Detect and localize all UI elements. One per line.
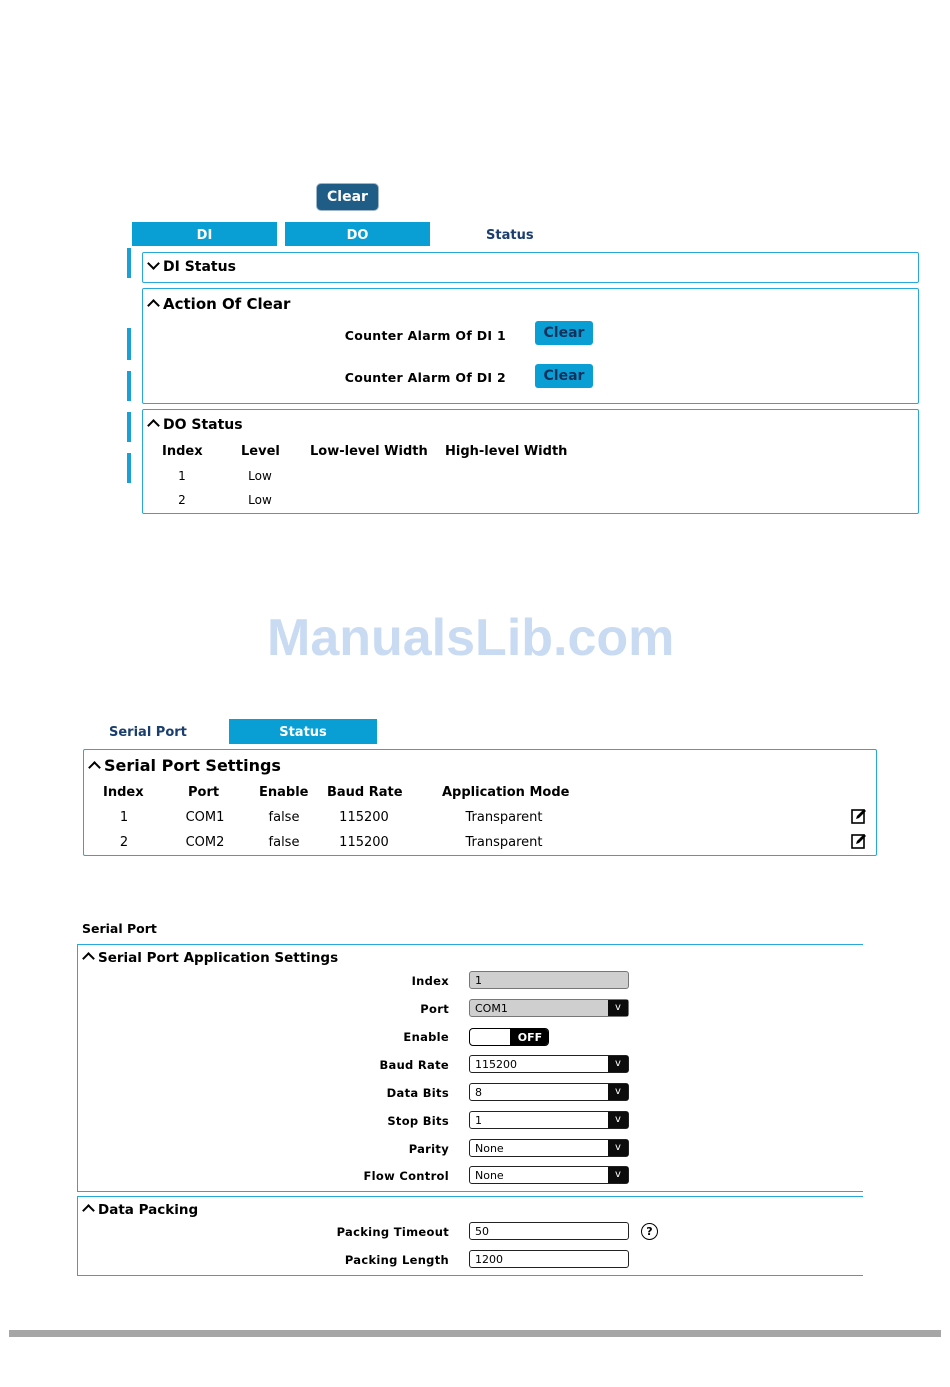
table-row-port: COM2 [185,835,225,850]
chevron-up-icon [82,952,95,965]
table-row-level: Low [248,493,272,507]
sidebar-marker [127,328,131,360]
chevron-down-icon: v [608,1112,628,1128]
action-of-clear-title: Action Of Clear [163,295,291,313]
table-row-port: COM1 [185,810,225,825]
serial-port-settings-panel [83,749,877,856]
edit-icon[interactable] [851,808,867,824]
chevron-down-icon: v [608,1084,628,1100]
table-row-baud: 115200 [339,835,389,850]
packing-length-label: Packing Length [344,1253,449,1267]
enable-label: Enable [403,1030,449,1044]
flow-control-value: None [475,1169,504,1182]
action-of-clear-header[interactable] [149,295,290,313]
top-clear-button[interactable]: Clear [317,184,378,210]
enable-toggle[interactable] [469,1028,549,1046]
data-packing-header[interactable] [84,1202,198,1218]
do-status-panel [142,409,919,514]
sidebar-marker [127,453,131,483]
table-row-index: 2 [178,493,186,507]
counter-alarm-di2-label: Counter Alarm Of DI 2 [344,370,506,385]
flow-control-select[interactable] [469,1166,629,1184]
data-bits-value: 8 [475,1086,482,1099]
stop-bits-select[interactable] [469,1111,629,1129]
sidebar-marker [127,248,131,278]
port-label: Port [420,1002,449,1016]
chevron-down-icon: v [608,1140,628,1156]
help-icon[interactable]: ? [641,1223,658,1240]
col-port: Port [188,785,220,800]
counter-alarm-di1-label: Counter Alarm Of DI 1 [344,328,506,343]
stop-bits-value: 1 [475,1114,482,1127]
table-row-index: 2 [119,835,129,850]
serial-port-settings-title: Serial Port Settings [104,756,281,775]
tab-status[interactable]: Status [486,228,534,243]
clear-di1-button[interactable]: Clear [535,321,593,345]
col-high-level-width: High-level Width [445,444,568,459]
index-label: Index [411,974,449,988]
do-status-title: DO Status [163,417,243,433]
parity-label: Parity [408,1142,449,1156]
table-row-index: 1 [119,810,129,825]
toggle-knob [470,1029,510,1045]
table-row-mode: Transparent [465,810,543,825]
table-row-baud: 115200 [339,810,389,825]
stop-bits-label: Stop Bits [387,1114,449,1128]
data-bits-select[interactable] [469,1083,629,1101]
footer-divider [9,1330,941,1337]
col-index: Index [162,444,203,459]
packing-timeout-label: Packing Timeout [336,1225,449,1239]
sidebar-marker [127,371,131,401]
index-field[interactable]: 1 [469,971,629,989]
baud-rate-value: 115200 [475,1058,517,1071]
col-application-mode: Application Mode [442,785,570,800]
packing-length-input[interactable]: 1200 [469,1250,629,1268]
di-status-header[interactable] [149,259,236,275]
tab-do[interactable]: DO [285,222,430,246]
port-value: COM1 [475,1002,508,1015]
di-status-title: DI Status [163,259,236,275]
parity-value: None [475,1142,504,1155]
app-settings-title: Serial Port Application Settings [98,950,339,966]
data-bits-label: Data Bits [386,1086,449,1100]
baud-rate-select[interactable] [469,1055,629,1073]
chevron-up-icon [147,419,160,432]
table-row-index: 1 [178,469,186,483]
packing-timeout-input[interactable]: 50 [469,1222,629,1240]
clear-di2-button[interactable]: Clear [535,364,593,388]
table-row-enable: false [268,835,300,850]
serial-port-settings-header[interactable] [90,756,281,775]
edit-icon[interactable] [851,833,867,849]
chevron-down-icon [147,257,160,270]
col-low-level-width: Low-level Width [310,444,428,459]
di-status-panel [142,252,919,283]
sidebar-marker [127,412,131,442]
chevron-up-icon [82,1204,95,1217]
watermark: ManualsLib.com [267,609,675,667]
col-level: Level [241,444,280,459]
do-status-header[interactable] [149,417,243,433]
serial-port-heading: Serial Port [82,921,157,936]
chevron-up-icon [147,299,160,312]
chevron-down-icon: v [608,1056,628,1072]
chevron-up-icon [88,761,101,774]
parity-select[interactable] [469,1139,629,1157]
table-row-mode: Transparent [465,835,543,850]
table-row-level: Low [248,469,272,483]
tab-di[interactable]: DI [132,222,277,246]
baud-rate-label: Baud Rate [379,1058,449,1072]
tab-status[interactable]: Status [229,719,377,744]
chevron-down-icon: v [608,1000,628,1016]
action-of-clear-panel [142,288,919,404]
port-select[interactable] [469,999,629,1017]
col-index: Index [103,785,144,800]
flow-control-label: Flow Control [363,1169,449,1183]
app-settings-header[interactable] [84,950,338,966]
data-packing-title: Data Packing [98,1202,199,1218]
col-enable: Enable [259,785,309,800]
chevron-down-icon: v [608,1167,628,1183]
col-baud-rate: Baud Rate [327,785,403,800]
toggle-state: OFF [510,1029,549,1045]
tab-serial-port[interactable]: Serial Port [109,725,187,740]
table-row-enable: false [268,810,300,825]
